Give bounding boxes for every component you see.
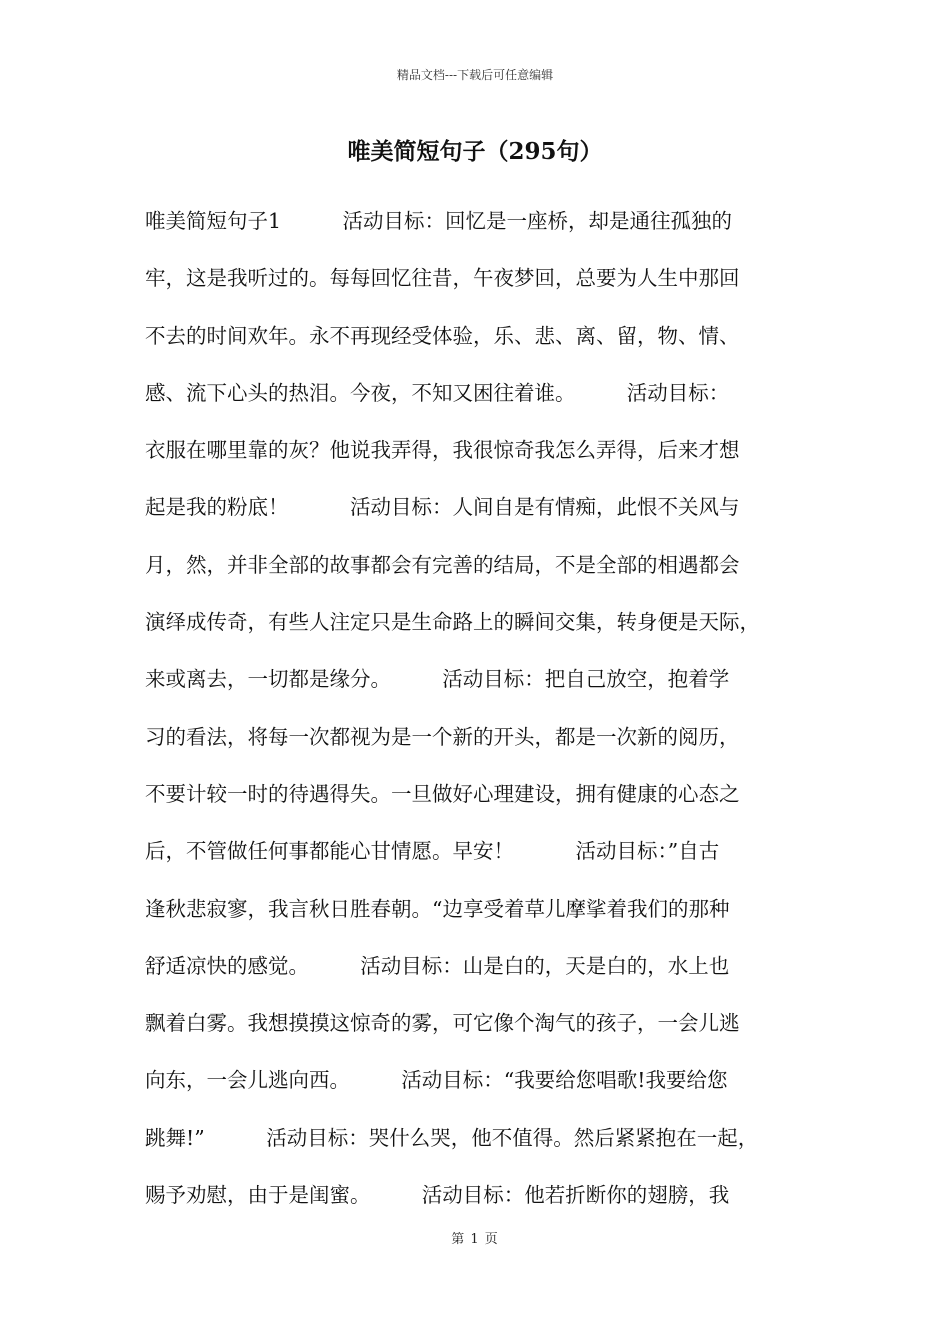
body-line: 衣服在哪里靠的灰？他说我弄得，我很惊奇我怎么弄得，后来才想 — [145, 438, 740, 463]
body-line: 习的看法，将每一次都视为是一个新的开头，都是一次新的阅历， — [145, 724, 740, 749]
body-line: 后，不管做任何事都能心甘情愿。早安！ 活动目标：”自古 — [145, 839, 720, 864]
body-line: 飘着白雾。我想摸摸这惊奇的雾，可它像个淘气的孩子，一会儿逃 — [145, 1011, 740, 1036]
page-number: 第 1 页 — [451, 1232, 499, 1247]
document-body — [145, 202, 821, 1233]
body-line: 跳舞!” 活动目标：哭什么哭，他不值得。然后紧紧抱在一起， — [145, 1125, 759, 1150]
body-line: 不去的时间欢年。永不再现经受体验，乐、悲、离、留，物、情、 — [145, 323, 740, 348]
body-line: 唯美简短句子1 活动目标：回忆是一座桥，却是通往孤独的 — [145, 209, 733, 233]
body-line: 逢秋悲寂寥，我言秋日胜春朝。“边享受着草儿摩挲着我们的那种 — [145, 896, 730, 921]
body-line: 来或离去，一切都是缘分。 活动目标：把自己放空，抱着学 — [145, 667, 730, 692]
body-line: 赐予劝慰，由于是闺蜜。 活动目标：他若折断你的翅膀，我 — [145, 1183, 730, 1208]
body-line: 演绎成传奇，有些人注定只是生命路上的瞬间交集，转身便是天际， — [145, 610, 760, 635]
body-line: 不要计较一时的待遇得失。一旦做好心理建设，拥有健康的心态之 — [145, 781, 740, 806]
body-line: 向东，一会儿逃向西。 活动目标：“我要给您唱歌!我要给您 — [145, 1068, 728, 1093]
document-title: 唯美简短句子（295句） — [347, 138, 603, 165]
page-header: 精品文档---下载后可任意编辑 — [396, 68, 554, 82]
body-line: 舒适凉快的感觉。 活动目标：山是白的，天是白的，水上也 — [145, 953, 730, 978]
body-line: 感、流下心头的热泪。今夜，不知又困往着谁。 活动目标： — [145, 380, 730, 405]
body-line: 牢，这是我听过的。每每回忆往昔，午夜梦回，总要为人生中那回 — [145, 266, 740, 291]
body-line: 起是我的粉底！ 活动目标：人间自是有情痴，此恨不关风与 — [145, 495, 740, 520]
body-line: 月，然，并非全部的故事都会有完善的结局，不是全部的相遇都会 — [145, 552, 740, 577]
